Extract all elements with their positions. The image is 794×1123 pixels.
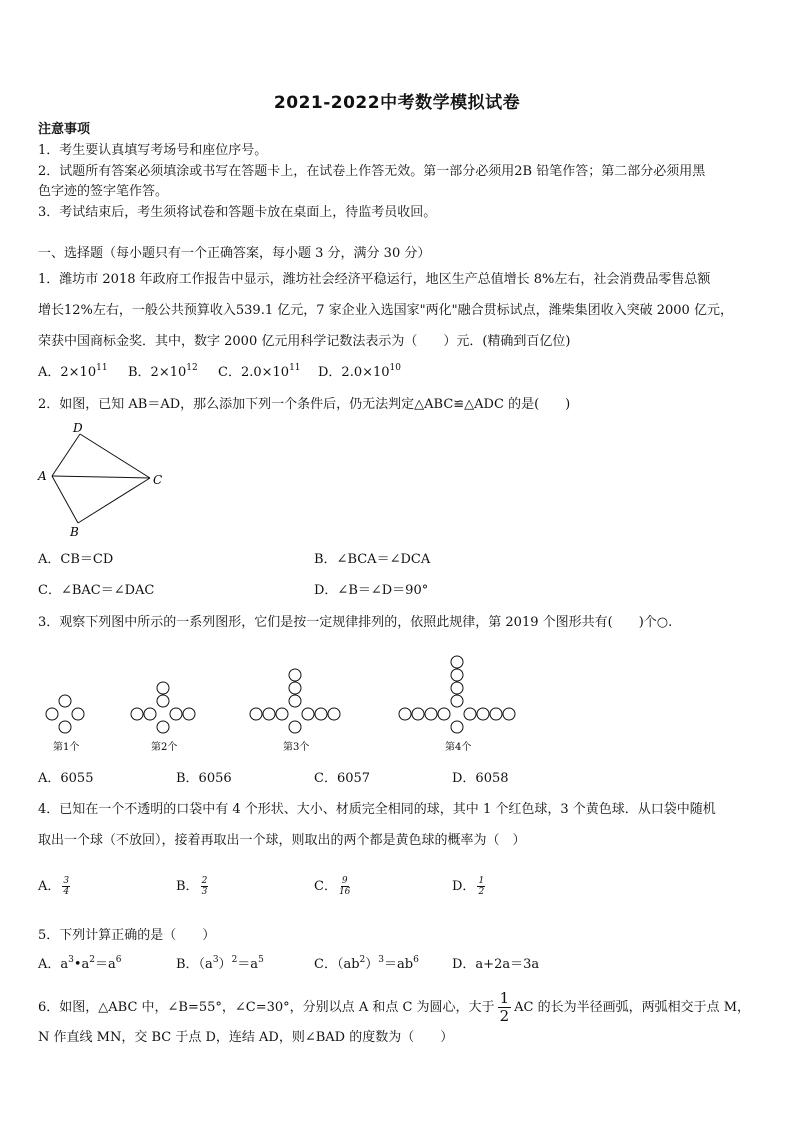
pattern-circle	[276, 708, 288, 720]
point-label-a: A	[38, 469, 47, 483]
pattern-circle	[503, 708, 515, 720]
pattern-circle	[289, 682, 301, 694]
q1-line-1: 1．潍坊市 2018 年政府工作报告中显示，潍坊社会经济平稳运行，地区生产总值增长 8%左右，社会消费品零售总额	[38, 272, 711, 287]
notice-item-3: 3．考试结束后，考生须将试卷和答题卡放在桌面上，待监考员收回。	[38, 205, 437, 220]
pattern-circle	[170, 708, 182, 720]
q3-circle-pattern-figure	[0, 640, 794, 758]
pattern-circle	[250, 708, 262, 720]
pattern-circle	[451, 721, 463, 733]
pattern-circle	[490, 708, 502, 720]
pattern-circle	[302, 708, 314, 720]
figure-caption-1: 第1个	[53, 742, 80, 753]
q2-quadrilateral-figure	[30, 420, 180, 542]
q5-stem: 5．下列计算正确的是（ ）	[38, 928, 216, 943]
notice-item-1: 1．考生要认真填写考场号和座位序号。	[38, 143, 268, 158]
pattern-circle	[157, 682, 169, 694]
pattern-circle	[412, 708, 424, 720]
q6-line-2: N 作直线 MN，交 BC 于点 D，连结 AD，则∠BAD 的度数为（ ）	[38, 1030, 454, 1045]
pattern-circle	[72, 708, 84, 720]
q2-option-a[interactable]: A．CB＝CD	[38, 552, 114, 567]
notice-heading: 注意事项	[38, 122, 91, 137]
q4-option-b[interactable]: B． $\frac{2}{3}$	[176, 876, 208, 897]
pattern-circle	[144, 708, 156, 720]
point-label-d: D	[73, 421, 83, 435]
q5-option-b[interactable]: B．$(a^3)^2=a^5$	[176, 955, 264, 972]
notice-item-2-cont: 色字迹的签字笔作答。	[38, 184, 169, 199]
pattern-circle	[59, 721, 71, 733]
pattern-circle	[183, 708, 195, 720]
pattern-circle	[46, 708, 58, 720]
q2-option-c[interactable]: C．∠BAC＝∠DAC	[38, 583, 155, 598]
point-label-b: B	[70, 525, 79, 539]
q3-option-d[interactable]: D．6058	[452, 771, 509, 786]
q2-stem: 2．如图，已知 AB＝AD，那么添加下列一个条件后，仍无法判定△ABC≌△ADC 的是( )	[38, 397, 571, 412]
q3-stem: 3．观察下列图中所示的一系列图形，它们是按一定规律排列的，依照此规律，第 2019 个图形共有( )个○.	[38, 615, 673, 630]
q6-line-1: 6．如图，△ABC 中，∠B=55°，∠C=30°，分别以点 A 和点 C 为圆心，大于 $\frac{1}{2}$ AC 的长为半径画弧，两弧相交于点 M，	[38, 989, 751, 1025]
q4-option-c[interactable]: C． $\frac{9}{16}$	[314, 876, 351, 897]
pattern-circle	[289, 669, 301, 681]
q6-fraction: $\frac{1}{2}$	[499, 989, 510, 1025]
pattern-circle	[438, 708, 450, 720]
q2-option-d[interactable]: D．∠B＝∠D＝90°	[314, 583, 429, 598]
page-title: 2021-2022中考数学模拟试卷	[273, 93, 521, 113]
q3-option-c[interactable]: C．6057	[314, 771, 371, 786]
pattern-circle	[451, 695, 463, 707]
q5-option-a[interactable]: A．$a^3•a^2=a^6$	[38, 955, 122, 972]
q1-option-b[interactable]: B．$2\times 10^{12}$	[128, 363, 198, 380]
q5-option-c[interactable]: C．$(ab^2)^3=ab^6$	[314, 955, 419, 972]
q1-line-3: 荣获中国商标金奖．其中，数字 2000 亿元用科学记数法表示为（ ）元．(精确到百亿位)	[38, 334, 571, 349]
q1-line-2: 增长12%左右，一般公共预算收入539.1 亿元，7 家企业入选国家"两化"融合贯标试点，潍柴集团收入突破 2000 亿元，	[38, 303, 733, 318]
pattern-circle	[477, 708, 489, 720]
q4-option-a[interactable]: A． $\frac{3}{4}$	[38, 876, 70, 897]
q5-option-d[interactable]: D．a+2a＝3a	[452, 957, 540, 972]
pattern-circle	[451, 682, 463, 694]
pattern-circle	[263, 708, 275, 720]
pattern-circle	[59, 695, 71, 707]
q4-line-1: 4．已知在一个不透明的口袋中有 4 个形状、大小、材质完全相同的球，其中 1 个红色球，3 个黄色球．从口袋中随机	[38, 802, 716, 817]
pattern-circle	[464, 708, 476, 720]
q4-line-2: 取出一个球（不放回），接着再取出一个球，则取出的两个都是黄色球的概率为（ ）	[38, 833, 526, 848]
figure-caption-2: 第2个	[151, 742, 178, 753]
notice-item-2: 2．试题所有答案必须填涂或书写在答题卡上，在试卷上作答无效。第一部分必须用2B 铅笔作答；第二部分必须用黑	[38, 164, 706, 179]
q3-option-a[interactable]: A．6055	[38, 771, 94, 786]
pattern-circle	[289, 695, 301, 707]
q2-option-b[interactable]: B．∠BCA＝∠DCA	[314, 552, 431, 567]
q4-option-d[interactable]: D． $\frac{1}{2}$	[452, 876, 485, 897]
figure-caption-4: 第4个	[445, 742, 472, 753]
pattern-circle	[131, 708, 143, 720]
pattern-circle	[157, 695, 169, 707]
pattern-circle	[315, 708, 327, 720]
pattern-circle	[399, 708, 411, 720]
pattern-circle	[157, 721, 169, 733]
figure-caption-3: 第3个	[283, 742, 310, 753]
point-label-c: C	[153, 473, 163, 487]
q1-option-a[interactable]: A．$2\times 10^{11}$	[38, 363, 108, 380]
section-heading: 一、选择题（每小题只有一个正确答案，每小题 3 分，满分 30 分）	[38, 246, 431, 261]
pattern-circle	[328, 708, 340, 720]
pattern-circle	[451, 656, 463, 668]
q1-option-c[interactable]: C．$2.0\times 10^{11}$	[218, 363, 301, 380]
pattern-circle	[451, 669, 463, 681]
pattern-circle	[289, 721, 301, 733]
q3-option-b[interactable]: B．6056	[176, 771, 232, 786]
pattern-circle	[425, 708, 437, 720]
q1-option-d[interactable]: D．$2.0\times 10^{10}$	[318, 363, 401, 380]
